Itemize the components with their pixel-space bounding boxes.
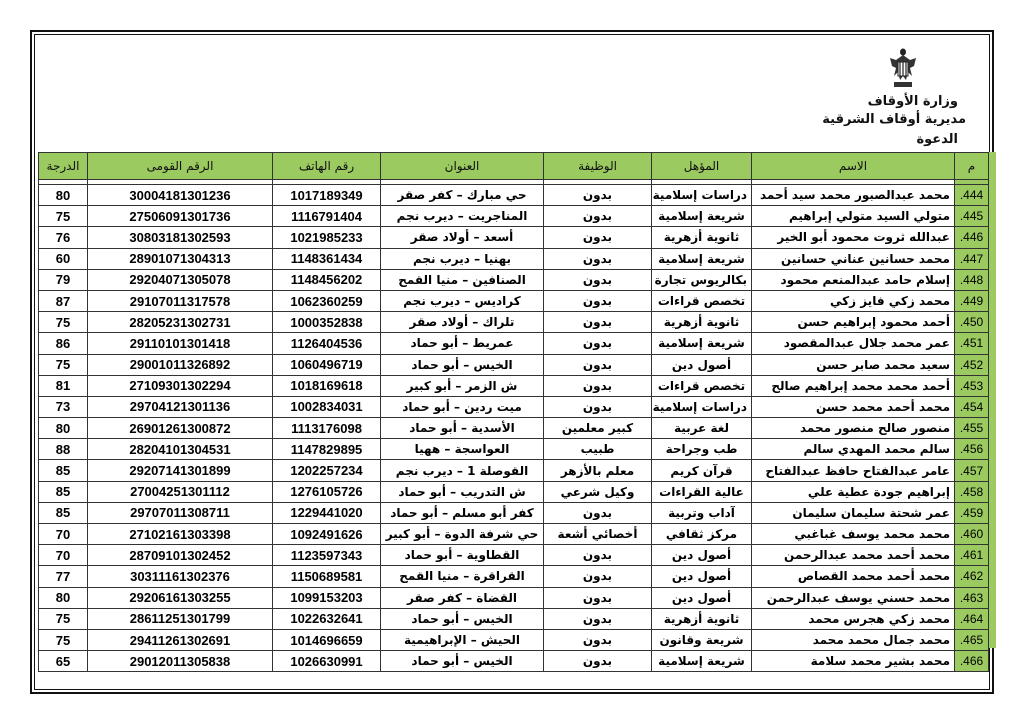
candidates-table [38,152,989,672]
table-row [39,333,989,354]
grade-cell: 85 [39,460,88,481]
qualification-cell: أصول دين [652,545,752,566]
row-index-cell: 463. [955,587,989,608]
table-header-row [39,153,989,180]
job-cell: وكيل شرعي [544,481,652,502]
row-index-cell: 446. [955,227,989,248]
job-cell: بدون [544,502,652,523]
table-row [39,312,989,333]
qualification-cell: أصول دين [652,587,752,608]
national-id-cell: 28205231302731 [88,312,273,333]
qualification-cell: عالية القراءات [652,481,752,502]
person-name-cell: محمد محمد يوسف غباغبي [752,524,955,545]
national-id-cell: 29707011308711 [88,502,273,523]
table-row [39,439,989,460]
national-id-cell: 30004181301236 [88,185,273,206]
column-header-grade: الدرجة [39,153,88,180]
column-header-job: الوظيفة [544,153,652,180]
national-id-cell: 30311161302376 [88,566,273,587]
table-row [39,608,989,629]
person-name-cell: أحمد محمود إبراهيم حسن [752,312,955,333]
row-index-cell: 456. [955,439,989,460]
person-name-cell: محمد زكي هجرس محمد [752,608,955,629]
job-cell: بدون [544,312,652,333]
qualification-cell: شريعة إسلامية [652,248,752,269]
qualification-cell: لغة عربية [652,418,752,439]
address-cell: ش الزمر – أبو كبير [381,375,544,396]
phone-number-cell: 1276105726 [273,481,381,502]
national-id-cell: 27004251301112 [88,481,273,502]
table-row [39,566,989,587]
national-id-cell: 26901261300872 [88,418,273,439]
person-name-cell: محمد حسانين عناني حسانين [752,248,955,269]
row-index-cell: 464. [955,608,989,629]
phone-number-cell: 1116791404 [273,206,381,227]
table-row [39,460,989,481]
job-cell: بدون [544,587,652,608]
person-name-cell: محمد أحمد محمد حسن [752,396,955,417]
grade-cell: 79 [39,269,88,290]
row-index-cell: 453. [955,375,989,396]
person-name-cell: سالم محمد المهدي سالم [752,439,955,460]
department-title: الدعوة [916,132,958,147]
qualification-cell: آداب وتربية [652,502,752,523]
address-cell: أسعد – أولاد صقر [381,227,544,248]
phone-number-cell: 1150689581 [273,566,381,587]
job-cell: بدون [544,396,652,417]
table-row [39,502,989,523]
person-name-cell: محمد جمال محمد محمد [752,629,955,650]
job-cell: بدون [544,354,652,375]
qualification-cell: طب وجراحة [652,439,752,460]
national-id-cell: 29206161303255 [88,587,273,608]
national-id-cell: 27109301302294 [88,375,273,396]
national-id-cell: 29110101301418 [88,333,273,354]
phone-number-cell: 1148456202 [273,269,381,290]
qualification-cell: شريعة إسلامية [652,333,752,354]
grade-cell: 75 [39,608,88,629]
job-cell: بدون [544,566,652,587]
phone-number-cell: 1000352838 [273,312,381,333]
phone-number-cell: 1113176098 [273,418,381,439]
phone-number-cell: 1229441020 [273,502,381,523]
grade-cell: 70 [39,545,88,566]
table-row [39,375,989,396]
row-index-cell: 454. [955,396,989,417]
person-name-cell: محمد أحمد محمد القصاص [752,566,955,587]
phone-number-cell: 1148361434 [273,248,381,269]
grade-cell: 85 [39,481,88,502]
table-row [39,587,989,608]
address-cell: الخيس – أبو حماد [381,608,544,629]
row-index-cell: 448. [955,269,989,290]
national-id-cell: 28204101304531 [88,439,273,460]
phone-number-cell: 1022632641 [273,608,381,629]
national-id-cell: 27102161303398 [88,524,273,545]
row-index-cell: 452. [955,354,989,375]
qualification-cell: شريعة وقانون [652,629,752,650]
job-cell: بدون [544,290,652,311]
address-cell: العواسجة – ههيا [381,439,544,460]
column-header-qualification: المؤهل [652,153,752,180]
job-cell: بدون [544,248,652,269]
row-index-cell: 444. [955,185,989,206]
grade-cell: 76 [39,227,88,248]
address-cell: بهنيا – ديرب نجم [381,248,544,269]
address-cell: الخيس – أبو حماد [381,354,544,375]
row-index-cell: 455. [955,418,989,439]
qualification-cell: ثانوية أزهرية [652,608,752,629]
grade-cell: 75 [39,312,88,333]
person-name-cell: عمر محمد جلال عبدالمقصود [752,333,955,354]
person-name-cell: عامر عبدالفتاح حافظ عبدالفتاح [752,460,955,481]
person-name-cell: محمد بشير محمد سلامة [752,651,955,672]
phone-number-cell: 1018169618 [273,375,381,396]
column-header-index: م [955,153,989,180]
table-row [39,481,989,502]
job-cell: أخصائي أشعة [544,524,652,545]
national-id-cell: 29001011326892 [88,354,273,375]
table-row [39,290,989,311]
phone-number-cell: 1099153203 [273,587,381,608]
column-header-national-id: الرقم القومى [88,153,273,180]
table-row [39,206,989,227]
table-row [39,354,989,375]
person-name-cell: محمد حسني يوسف عبدالرحمن [752,587,955,608]
job-cell: معلم بالأزهر [544,460,652,481]
row-index-cell: 465. [955,629,989,650]
grade-cell: 75 [39,206,88,227]
job-cell: بدون [544,608,652,629]
qualification-cell: أصول دين [652,566,752,587]
qualification-cell: تخصص قراءات [652,375,752,396]
phone-number-cell: 1202257234 [273,460,381,481]
job-cell: بدون [544,206,652,227]
qualification-cell: مركز ثقافي [652,524,752,545]
address-cell: ميت ردين – أبو حماد [381,396,544,417]
qualification-cell: أصول دين [652,354,752,375]
national-id-cell: 27506091301736 [88,206,273,227]
address-cell: الخيس – أبو حماد [381,651,544,672]
row-index-cell: 458. [955,481,989,502]
row-index-cell: 451. [955,333,989,354]
person-name-cell: إبراهيم جودة عطية علي [752,481,955,502]
phone-number-cell: 1062360259 [273,290,381,311]
person-name-cell: أحمد محمد محمد إبراهيم صالح [752,375,955,396]
phone-number-cell: 1092491626 [273,524,381,545]
address-cell: المناجريت – ديرب نجم [381,206,544,227]
grade-cell: 75 [39,629,88,650]
row-index-cell: 462. [955,566,989,587]
grade-cell: 77 [39,566,88,587]
job-cell: بدون [544,629,652,650]
address-cell: ش التدريب – أبو حماد [381,481,544,502]
grade-cell: 80 [39,587,88,608]
grade-cell: 87 [39,290,88,311]
phone-number-cell: 1026630991 [273,651,381,672]
job-cell: كبير معلمين [544,418,652,439]
phone-number-cell: 1014696659 [273,629,381,650]
qualification-cell: قرآن كريم [652,460,752,481]
qualification-cell: تخصص قراءات [652,290,752,311]
address-cell: القطاوية – أبو حماد [381,545,544,566]
row-index-cell: 449. [955,290,989,311]
phone-number-cell: 1002834031 [273,396,381,417]
grade-cell: 80 [39,418,88,439]
job-cell: بدون [544,651,652,672]
table-row [39,524,989,545]
phone-number-cell: 1060496719 [273,354,381,375]
person-name-cell: عمر شحتة سليمان سليمان [752,502,955,523]
address-cell: حي شرفة الدوة – أبو كبير [381,524,544,545]
row-index-cell: 460. [955,524,989,545]
job-cell: بدون [544,545,652,566]
address-cell: عمريط – أبو حماد [381,333,544,354]
phone-number-cell: 1126404536 [273,333,381,354]
grade-cell: 73 [39,396,88,417]
table-row [39,248,989,269]
person-name-cell: إسلام حامد عبدالمنعم محمود [752,269,955,290]
grade-cell: 88 [39,439,88,460]
qualification-cell: شريعة إسلامية [652,206,752,227]
table-row [39,396,989,417]
person-name-cell: متولي السيد متولي إبراهيم [752,206,955,227]
grade-cell: 81 [39,375,88,396]
national-id-cell: 30803181302593 [88,227,273,248]
phone-number-cell: 1147829895 [273,439,381,460]
grade-cell: 75 [39,354,88,375]
national-id-cell: 29107011317578 [88,290,273,311]
job-cell: طبيب [544,439,652,460]
address-cell: القوصلة 1 – ديرب نجم [381,460,544,481]
row-index-cell: 461. [955,545,989,566]
qualification-cell: بكالريوس تجارة [652,269,752,290]
table-edge-strip [988,152,996,648]
national-id-cell: 29207141301899 [88,460,273,481]
qualification-cell: شريعة إسلامية [652,651,752,672]
table-row [39,227,989,248]
address-cell: كراديس – ديرب نجم [381,290,544,311]
job-cell: بدون [544,227,652,248]
row-index-cell: 459. [955,502,989,523]
address-cell: القضاة – كفر صقر [381,587,544,608]
qualification-cell: دراسات إسلامية [652,185,752,206]
grade-cell: 65 [39,651,88,672]
address-cell: كفر أبو مسلم – أبو حماد [381,502,544,523]
person-name-cell: سعيد محمد صابر حسن [752,354,955,375]
table-row [39,545,989,566]
person-name-cell: عبدالله ثروت محمود أبو الخير [752,227,955,248]
ministry-title: وزارة الأوقاف [867,94,958,109]
table-row [39,418,989,439]
qualification-cell: ثانوية أزهرية [652,227,752,248]
table-row [39,629,989,650]
egypt-eagle-emblem-icon [888,46,918,92]
column-header-phone: رقم الهاتف [273,153,381,180]
grade-cell: 85 [39,502,88,523]
address-cell: حي مبارك – كفر صقر [381,185,544,206]
row-index-cell: 466. [955,651,989,672]
person-name-cell: محمد أحمد محمد عبدالرحمن [752,545,955,566]
qualification-cell: دراسات إسلامية [652,396,752,417]
row-index-cell: 450. [955,312,989,333]
job-cell: بدون [544,185,652,206]
person-name-cell: محمد عبدالصبور محمد سيد أحمد [752,185,955,206]
column-header-name: الاسم [752,153,955,180]
phone-number-cell: 1021985233 [273,227,381,248]
column-header-address: العنوان [381,153,544,180]
phone-number-cell: 1017189349 [273,185,381,206]
job-cell: بدون [544,269,652,290]
address-cell: الأسدية – أبو حماد [381,418,544,439]
job-cell: بدون [544,333,652,354]
grade-cell: 70 [39,524,88,545]
national-id-cell: 29012011305838 [88,651,273,672]
grade-cell: 80 [39,185,88,206]
person-name-cell: محمد زكي فايز زكي [752,290,955,311]
national-id-cell: 29411261302691 [88,629,273,650]
address-cell: الصنافين – منيا القمح [381,269,544,290]
row-index-cell: 447. [955,248,989,269]
table-row [39,269,989,290]
national-id-cell: 28611251301799 [88,608,273,629]
address-cell: القراقرة – منيا القمح [381,566,544,587]
person-name-cell: منصور صالح منصور محمد [752,418,955,439]
grade-cell: 60 [39,248,88,269]
national-id-cell: 28901071304313 [88,248,273,269]
row-index-cell: 445. [955,206,989,227]
table-row [39,185,989,206]
national-id-cell: 29204071305078 [88,269,273,290]
table-row [39,651,989,672]
job-cell: بدون [544,375,652,396]
address-cell: الحيش – الإبراهيمية [381,629,544,650]
grade-cell: 86 [39,333,88,354]
national-id-cell: 29704121301136 [88,396,273,417]
directorate-title: مديرية أوقاف الشرقية [822,112,966,127]
address-cell: تلراك – أولاد صقر [381,312,544,333]
national-id-cell: 28709101302452 [88,545,273,566]
row-index-cell: 457. [955,460,989,481]
phone-number-cell: 1123597343 [273,545,381,566]
qualification-cell: ثانوية أزهرية [652,312,752,333]
